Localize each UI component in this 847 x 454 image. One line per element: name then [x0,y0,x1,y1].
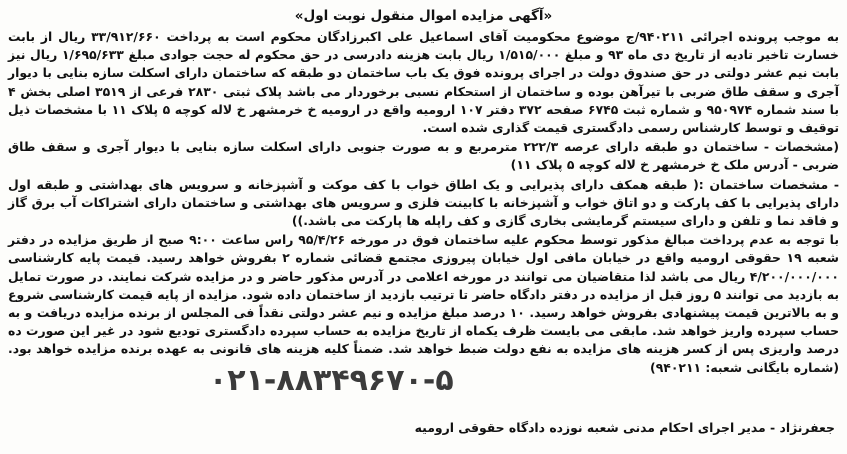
phone-number-watermark: ۰۲۱-۸۸۳۴۹۶۷۰-۵ [209,363,454,398]
notice-paragraph-property-specs: (مشخصات - ساختمان دو طبقه دارای عرصه ۲۲۲/۳ مترمربع و به صورت جنوبی دارای اسکلت سازه بنایی با دیوار آجری و سقف طاق ضربی - آدرس ملک خ خرمشهر خ لاله کوچه ۵ پلاک ۱۱) [8,139,840,173]
notice-paragraph-auction-terms: با توجه به عدم پرداخت مبالغ مذکور توسط محکوم علیه ساختمان فوق در مورخه ۹۵/۴/۲۶ راس ساعت ۹:۰۰ صبح از طریق مزایده در دفتر شعبه ۱۹ حقوقی ارومیه واقع در خیابان مافی اول خیابان پیروزی مجتمع قضائی شماره ۲ بفروش خواهد رسید. قیمت پایه کارشناسی ۴/۲۰۰/۰۰۰/۰۰۰ ریال می باشد لذا متقاضیان می توانند در مورخه اعلامی در آدرس مذکور حاضر و در مزایده شرکت نمایند. در صورت تمایل به بازدید می توانند ۵ روز قبل از مزایده در دفتر دادگاه حاضر تا ترتیب بازدید از ساختمان داده شود. مزایده از پایه قیمت کارشناسی شروع و به بالاترین قیمت پیشنهادی بفروش خواهد رسید. ۱۰ درصد مبلغ مزایده و نیم عشر دولتی نقداً فی المجلس از برنده مزایده دریافت و به حساب سپرده واریز خواهد شد. مابقی می بایست ظرف یکماه از تاریخ مزایده به حساب سپرده دادگستری تودیع شود در غیر این صورت ده درصد واریزی پس از کسر هزینه های مزایده به نفع دولت ضبط خواهد شد. ضمناً کلیه هزینه های قانونی به عهده برنده مزایده خواهد بود.(شماره بایگانی شعبه: ۹۴۰۲۱۱) [8,232,839,375]
notice-title: «آگهی مزایده اموال منقول نوبت اول» [294,8,553,24]
notice-paragraph-building-specs: - مشخصات ساختمان :( طبقه همکف دارای پذیرایی و یک اطاق خواب با کف موکت و آشپزخانه و سرویس های بهداشتی و طبقه اول دارای پذیرایی با کف پارکت و دو اتاق خواب و آشپزخانه با کابینت فلزی و سرویس های بهداشتی و ساختمان دارای اشتراکات آب برق گاز و فاقد نما و تلفن و دارای سیستم گرمایشی بخاری گازی و کف راپله ها پارکت می باشد.)) [8,176,839,229]
notice-signature: جعفرنژاد - مدیر اجرای احکام مدنی شعبه نوزده دادگاه حقوقی ارومیه [414,420,835,435]
notice-paragraph-intro: به موجب پرونده اجرائی ۹۴۰۲۱۱/ج موضوع محکومیت آقای اسماعیل علی اکبرزادگان محکوم است به پرداخت ۳۳/۹۱۲/۶۶۰ ریال از بابت خسارت تاخیر تادیه از تاریخ دی ماه ۹۳ و مبلغ ۱/۵۱۵/۰۰۰ ریال بابت هزینه دادرسی در حق محکوم له حجت جوادی مبلغ ۱/۶۹۵/۶۳۳ ریال نیز بابت نیم عشر دولتی در حق صندوق دولت در اجرای پرونده فوق یک باب ساختمان دو طبقه که ساختمان دارای اسکلت سازه بنایی با دیوار آجری و سقف طاق ضربی با تیرآهن بوده و ساختمان از استحکام نسبی برخوردار می باشد پلاک ثبتی ۲۸۳۰ فرعی از ۳۵۱۹ اصلی بخش ۴ با سند شماره ۹۵۰۹۷۴ و شماره ثبت ۶۷۴۵ صفحه ۳۷۲ دفتر ۱۰۷ ارومیه واقع در ارومیه خ خرمشهر خ لاله کوچه ۵ پلاک ۱۱ با مشخصات ذیل توقیف و توسط کارشناس رسمی دادگستری قیمت گذاری شده است. [8,29,839,136]
